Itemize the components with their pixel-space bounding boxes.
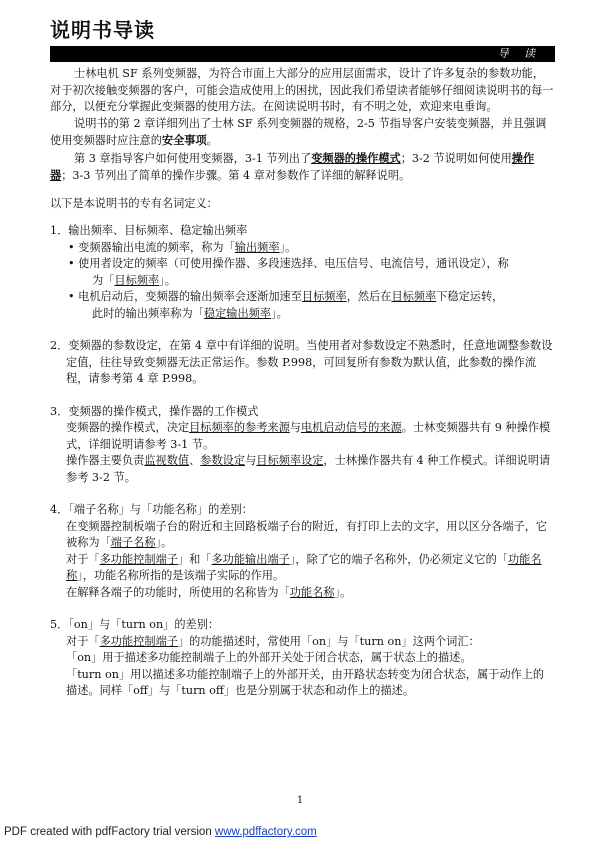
intro-paragraph-3: 第 3 章指导客户如何使用变频器，3-1 节列出了变频器的操作模式；3-2 节说明如何使用操作器；3-3 节列出了简单的操作步骤。第 4 章对参数作了详细的解释说明。 — [50, 150, 535, 182]
section-3-title: 3．变频器的操作模式，操作器的工作模式 — [50, 404, 259, 418]
operation-mode-term: 变频器的操作模式 — [311, 150, 401, 165]
section-4-line-1: 在变频器控制板端子台的附近和主回路板端子台的附近，有打印上去的文字，用以区分各端子，它被称为「端子名称」。 — [66, 519, 548, 549]
section-4-line-3: 在解释各端子的功能时，所使用的名称皆为「功能名称」。 — [66, 585, 352, 599]
page-number: 1 — [296, 795, 304, 806]
operator-term: 操作器 — [50, 150, 535, 182]
section-5-line-2: 「on」用于描述多功能控制端子上的外部开关处于闭合状态，属于状态上的描述。 — [66, 651, 472, 664]
section-1-bullet-2: • 使用者设定的频率（可使用操作器、多段速选择、电压信号、电流信号，通讯设定），称 为「目标频率」。 — [68, 257, 509, 287]
section-3-line-1: 变频器的操作模式，决定目标频率的参考来源与电机启动信号的来源。士林变频器共有 9 种操作模式，详细说明请参考 3-1 节。 — [66, 421, 551, 451]
intro-paragraph-2: 说明书的第 2 章详细列出了士林 SF 系列变频器的规格，2-5 节指导客户安装变频器，并且强调使用变频器时应注意的安全事项。 — [50, 116, 547, 147]
section-2-text: 2．变频器的参数设定，在第 4 章中有详细的说明。当使用者对参数设定不熟悉时，任意地调整参数设定值，往往导致变频器无法正常运作。参数 P.998，可回复所有参数为默认值，此参数的操作流程，请参考第 4 章 P.998。 — [50, 339, 553, 385]
footer-text: PDF created with pdfFactory trial version — [4, 826, 215, 838]
section-1-bullet-1: • 变频器输出电流的频率，称为「输出频率」。 — [68, 240, 297, 254]
section-3-line-2: 操作器主要负责监视数值、参数设定与目标频率设定，士林操作器共有 4 种工作模式。详细说明请参考 3-2 节。 — [66, 454, 551, 484]
safety-term: 安全事项 — [161, 133, 207, 147]
section-banner: 导 读 — [50, 46, 555, 62]
section-4-title: 4．「端子名称」与「功能名称」的差别： — [50, 503, 253, 516]
section-4-line-2: 对于「多功能控制端子」和「多功能输出端子」，除了它的端子名称外，仍必须定义它的「功能名称」，功能名称所指的是该端子实际的作用。 — [66, 552, 542, 582]
pdf-footer — [4, 826, 317, 838]
definitions-intro: 以下是本说明书的专有名词定义： — [50, 196, 218, 210]
section-5-title: 5．「on」与「turn on」的差别： — [50, 618, 220, 631]
section-5-line-3: 「turn on」用以描述多功能控制端子上的外部开关，由开路状态转变为闭合状态，属于动作上的描述。同样「off」与「turn off」也是分别属于状态和动作上的描述。 — [66, 667, 545, 697]
pdffactory-link[interactable]: www.pdffactory.com — [214, 826, 317, 838]
section-1-bullet-3: • 电机启动后，变频器的输出频率会逐渐加速至目标频率，然后在目标频率下稳定运转， 此时的输出频率称为「稳定输出频率」。 — [68, 290, 504, 320]
page-title: 说明书导读 — [50, 18, 155, 42]
section-1-title: 1．输出频率、目标频率、稳定输出频率 — [50, 224, 248, 237]
document-body — [50, 66, 555, 700]
intro-paragraph-1: 士林电机 SF 系列变频器，为符合市面上大部分的应用层面需求，设计了许多复杂的参数功能，对于初次接触变频器的客户，可能会造成使用上的困扰，因此我们希望读者能够仔细阅读说明书的每一部分，以便充分掌握此变频器的使用方法。在阅读说明书时，有不明之处，欢迎来电垂询。 — [50, 67, 554, 113]
section-5-line-1: 对于「多功能控制端子」的功能描述时，常使用「on」与「turn on」这两个词汇： — [66, 634, 480, 648]
